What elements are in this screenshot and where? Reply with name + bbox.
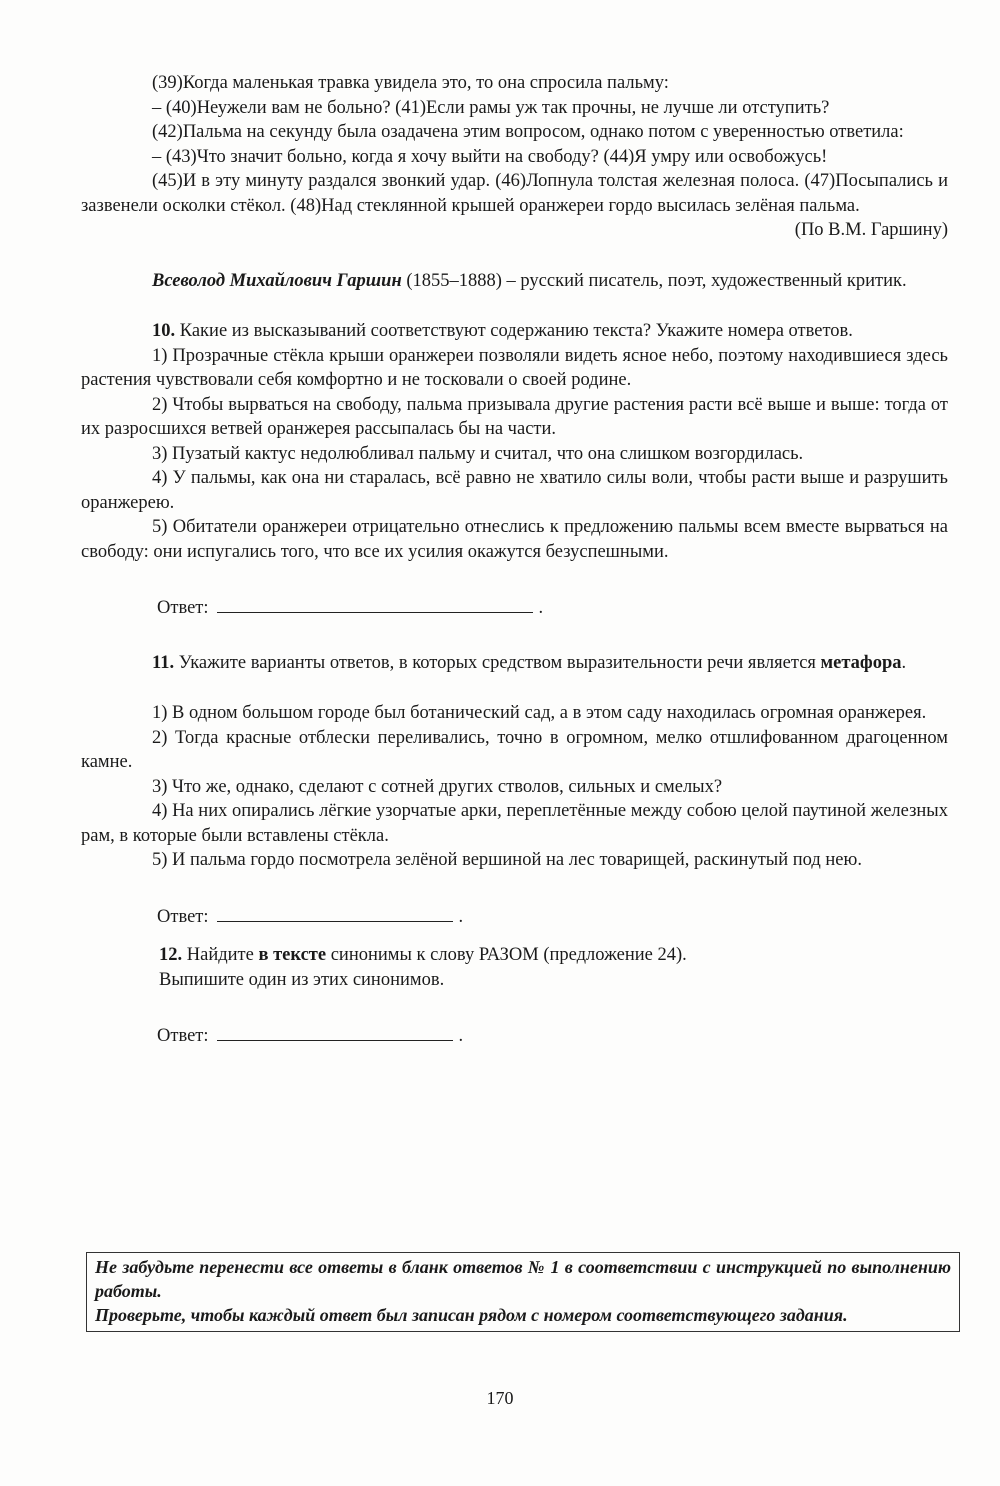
reminder-transfer-answers: Не забудьте перенести все ответы в бланк ответов № 1 в соответствии с инструкцией по выполнению работы. [95, 1257, 951, 1301]
question-11 [81, 651, 948, 676]
question-10-number: 10. [152, 321, 176, 341]
question-12-answer [81, 1022, 948, 1049]
question-12-answer-end: . [458, 1026, 464, 1046]
question-11-answer-end: . [458, 906, 464, 927]
question-11-answer [81, 903, 948, 930]
question-11-text: Укажите варианты ответов, в которых средством выразительности речи является [174, 652, 821, 673]
question-12-text-before: Найдите [182, 945, 259, 965]
question-10-answer-label: Ответ: [157, 598, 209, 618]
question-11-number: 11. [152, 652, 175, 673]
question-10-option-5: 5) Обитатели оранжереи отрицательно отнеслись к предложению пальмы всем вместе вырваться на свободу: они испугались того, что все их усилия окажутся безуспешными. [81, 517, 948, 562]
question-12-answer-label: Ответ: [157, 1026, 209, 1046]
question-11-option-5: 5) И пальма гордо посмотрела зелёной вершиной на лес товарищей, раскинутый под нею. [152, 850, 862, 870]
reminder-box [86, 1252, 960, 1332]
story-sentence-39: (39)Когда маленькая травка увидела это, то она спросила пальму: [152, 73, 669, 93]
question-12-answer-field[interactable] [217, 1022, 453, 1041]
author-name: Всеволод Михайлович Гаршин [152, 270, 402, 291]
question-12-emphasis: в тексте [258, 945, 327, 965]
story-sentence-42: (42)Пальма на секунду была озадачена этим вопросом, однако потом с уверенностью ответила: [152, 122, 904, 142]
question-11-option-4: 4) На них опирались лёгкие узорчатые арки, переплетённые между собою целой паутиной железных рам, в которые были вставлены стёкла. [81, 801, 948, 846]
question-12-text-after: синонимы к слову РАЗОМ (предложение 24). [326, 945, 687, 965]
question-11-option-1: 1) В одном большом городе был ботанический сад, а в этом саду находилась огромная оранжерея. [152, 703, 927, 723]
question-10-text: Какие из высказываний соответствуют содержанию текста? Укажите номера ответов. [175, 321, 853, 341]
question-10-answer [81, 594, 948, 621]
question-10-option-3: 3) Пузатый кактус недолюбливал пальму и считал, что она слишком возгордилась. [152, 443, 804, 464]
question-10-option-2: 2) Чтобы вырваться на свободу, пальма призывала другие растения расти всё выше и выше: тогда от их разросшихся ветвей оранжерея рассыпалась бы на части. [81, 394, 948, 439]
question-11-answer-label: Ответ: [157, 906, 209, 927]
question-11-term: метафора [820, 652, 902, 673]
reminder-check-numbers: Проверьте, чтобы каждый ответ был записан рядом с номером соответствующего задания. [95, 1305, 848, 1325]
question-10-answer-end: . [538, 598, 544, 618]
page-number: 170 [486, 1388, 514, 1408]
story-sentence-43: – (43)Что значит больно, когда я хочу выйти на свободу? (44)Я умру или освобожусь! [152, 146, 828, 167]
question-12-number: 12. [159, 945, 183, 965]
question-11-answer-field[interactable] [217, 903, 453, 922]
question-12-instruction: Выпишите один из этих синонимов. [159, 969, 445, 990]
story-sentence-40: – (40)Неужели вам не больно? (41)Если рамы уж так прочны, не лучше ли отступить? [152, 97, 830, 118]
story-source: (По В.М. Гаршину) [794, 220, 948, 240]
question-12 [81, 943, 948, 968]
story-sentence-45: (45)И в эту минуту раздался звонкий удар. (46)Лопнула толстая железная полоса. (47)Посыпались и зазвенели осколки стёкол. (48)Над стеклянной крышей оранжереи гордо высилась зелёная пальма. [81, 171, 948, 216]
question-10-option-4: 4) У пальмы, как она ни старалась, всё равно не хватило силы воли, чтобы расти выше и разрушить оранжерею. [81, 468, 948, 513]
question-10 [81, 319, 948, 344]
question-11-option-2: 2) Тогда красные отблески переливались, точно в огромном, мелко отшлифованном драгоценном камне. [81, 727, 948, 772]
author-note [81, 269, 948, 294]
question-11-option-3: 3) Что же, однако, сделают с сотней других стволов, сильных и смелых? [152, 776, 723, 797]
question-10-answer-field[interactable] [217, 594, 533, 613]
question-11-term-end: . [901, 652, 907, 673]
question-10-option-1: 1) Прозрачные стёкла крыши оранжереи позволяли видеть ясное небо, поэтому находившиеся здесь растения чувствовали себя комфортно и не тосковали о своей родине. [81, 345, 948, 390]
author-description: (1855–1888) – русский писатель, поэт, художественный критик. [401, 270, 907, 291]
